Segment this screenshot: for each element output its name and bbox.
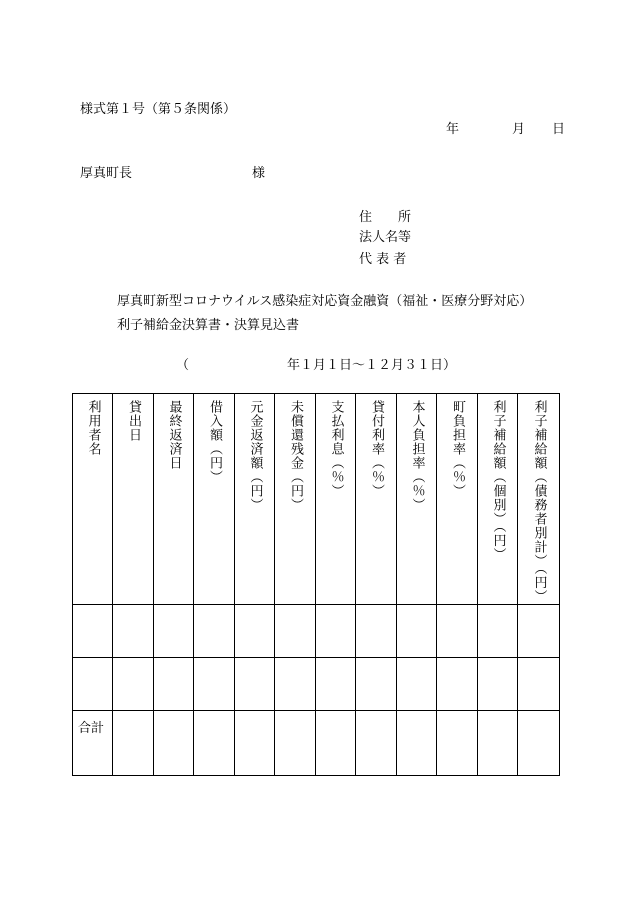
- header-cell: [194, 394, 235, 605]
- total-label: 合計: [78, 720, 105, 736]
- table-row: [73, 657, 560, 710]
- period-line: [176, 354, 457, 373]
- header-label: 元金返済額（円）: [247, 400, 263, 512]
- addressee-name: 厚真町長: [80, 166, 133, 181]
- header-label: 最終返済日: [166, 400, 182, 470]
- header-label: 支払利息（％）: [328, 400, 344, 498]
- addressee: [80, 162, 266, 181]
- applicant-representative-label: 代 表 者: [359, 252, 407, 267]
- header-label: 利用者名: [85, 400, 101, 456]
- header-cell: [518, 394, 560, 605]
- form-number: 様式第１号（第５条関係）: [80, 102, 237, 117]
- header-cell: [316, 394, 356, 605]
- header-cell: [154, 394, 194, 605]
- header-cell: [73, 394, 113, 605]
- total-label-cell: [73, 710, 113, 775]
- document-title-line-2: 利子補給金決算書・決算見込書: [117, 318, 300, 333]
- table-row: [73, 604, 560, 657]
- date-month: 月: [512, 122, 526, 137]
- date-day: 日: [552, 122, 566, 137]
- header-cell: [275, 394, 316, 605]
- header-cell: [478, 394, 518, 605]
- period-open-paren: （: [176, 358, 190, 373]
- header-label: 貸出日: [126, 400, 141, 442]
- addressee-honorific: 様: [252, 166, 266, 181]
- header-label: 利子補給額（債務者別計）（円）: [531, 400, 547, 604]
- header-label: 未償還残金（円）: [288, 400, 303, 512]
- applicant-address-label: 住 所: [359, 210, 412, 225]
- table-header-row: [73, 394, 560, 605]
- header-cell: [397, 394, 437, 605]
- applicant-corporation-label: 法人名等: [359, 230, 412, 245]
- header-label: 貸付利率（％）: [369, 400, 384, 498]
- header-label: 本人負担率（％）: [409, 400, 425, 512]
- report-table: [72, 393, 560, 776]
- header-cell: [437, 394, 478, 605]
- header-label: 借入額（円）: [207, 400, 222, 484]
- header-cell: [235, 394, 275, 605]
- header-cell: [113, 394, 154, 605]
- date-year: 年: [446, 122, 460, 137]
- period-text: 年１月１日～１２月３１日）: [287, 358, 457, 373]
- table-total-row: [73, 710, 560, 775]
- header-cell: [356, 394, 397, 605]
- header-label: 利子補給額（個別）（円）: [490, 400, 506, 562]
- header-label: 町負担率（％）: [450, 400, 465, 498]
- document-title-line-1: 厚真町新型コロナウイルス感染症対応資金融資（福祉・医療分野対応）: [117, 294, 533, 309]
- date-line: [446, 118, 565, 137]
